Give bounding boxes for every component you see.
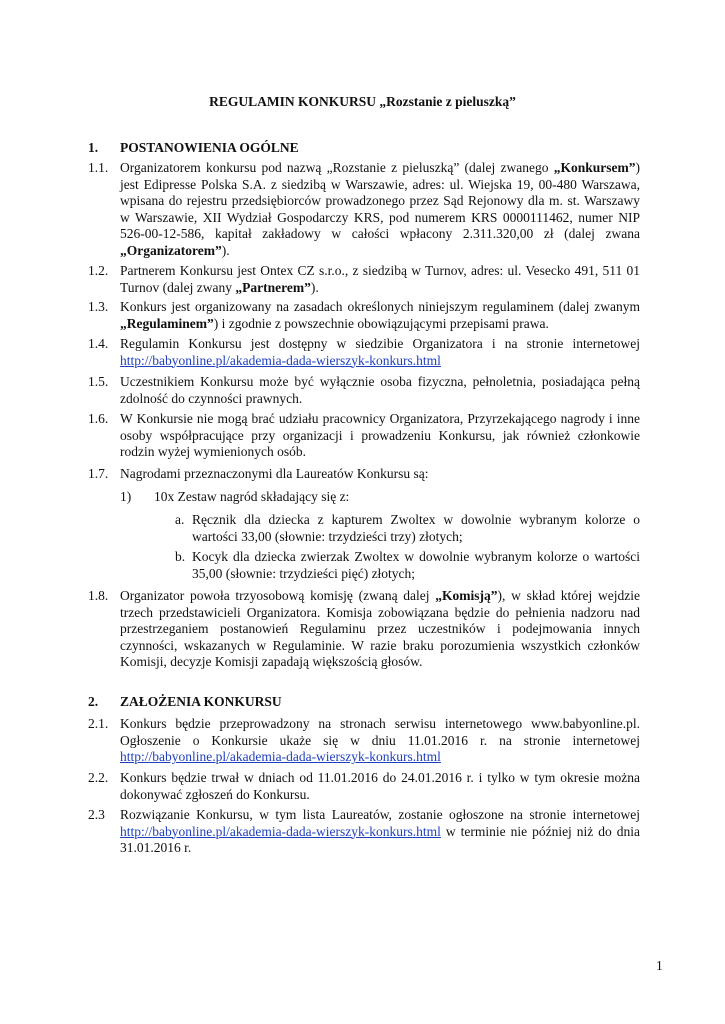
text: w terminie nie później niż do dnia 31.01.2016 r. — [120, 823, 640, 856]
text: Organizator powoła trzyosobową komisję (zwaną dalej — [120, 588, 436, 603]
text: Partnerem Konkursu jest Ontex CZ s.r.o., z siedzibą w Turnov, adres: ul. Vesecko 491, 511 01 Turnov (dalej zwany — [120, 263, 640, 295]
contest-link[interactable]: http://babyonline.pl/akademia-dada-wierszyk-konkurs.html — [120, 749, 441, 765]
paragraph-number: 1.3. — [88, 299, 109, 314]
text: Konkurs będzie przeprowadzony na stronach serwisu internetowego www.babyonline.pl. Ogłoszenie o Konkursie ukaże się w dniu 11.01.2016 r. na stronie internetowej — [120, 716, 640, 748]
paragraph-1-7 — [88, 466, 640, 483]
list-letter: b. — [175, 549, 186, 564]
paragraph-number: 1.5. — [88, 374, 109, 389]
document-title: REGULAMIN KONKURSU „Rozstanie z pieluszką” — [209, 94, 516, 109]
text: Ręcznik dla dziecka z kapturem Zwoltex w dowolnie wybranym kolorze o wartości 33,00 (słownie: trzydzieści trzy) złotych; — [192, 512, 640, 544]
text: Nagrodami przeznaczonymi dla Laureatów Konkursu są: — [120, 466, 429, 481]
text: Organizatorem konkursu pod nazwą „Rozstanie z pieluszką” (dalej zwanego — [120, 160, 554, 175]
paragraph-number: 1.6. — [88, 411, 109, 426]
paragraph-1-3 — [88, 299, 640, 332]
defined-term: „Organizatorem” — [120, 242, 222, 258]
defined-term: „Komisją” — [435, 588, 498, 603]
section-number: 1. — [88, 140, 99, 155]
results-link[interactable]: http://babyonline.pl/akademia-dada-wierszyk-konkurs.html — [120, 823, 441, 839]
prize-set-item — [120, 489, 349, 506]
list-number: 1) — [120, 489, 132, 504]
paragraph-1-5 — [88, 374, 640, 407]
text: Rozwiązanie Konkursu, w tym lista Laureatów, zostanie ogłoszone na stronie internetowej — [120, 807, 640, 822]
text: Konkurs będzie trwał w dniach od 11.01.2016 do 24.01.2016 r. i tylko w tym okresie można dokonywać zgłoszeń do Konkursu. — [120, 770, 640, 802]
paragraph-1-8 — [88, 588, 640, 671]
paragraph-number: 1.2. — [88, 263, 109, 278]
regulamin-link[interactable]: http://babyonline.pl/akademia-dada-wierszyk-konkurs.html — [120, 352, 441, 368]
defined-term: „Konkursem” — [553, 160, 636, 175]
paragraph-number: 2.2. — [88, 770, 109, 785]
paragraph-number: 1.1. — [88, 160, 109, 175]
defined-term: „Regulaminem” — [120, 315, 214, 331]
paragraph-number: 1.7. — [88, 466, 109, 481]
section-number: 2. — [88, 694, 99, 709]
text: Kocyk dla dziecka zwierzak Zwoltex w dowolnie wybranym kolorze o wartości 35,00 (słownie: trzydzieści pięć) złotych; — [192, 549, 640, 581]
prize-item-a — [175, 512, 640, 545]
paragraph-number: 1.8. — [88, 588, 109, 603]
section-title: ZAŁOŻENIA KONKURSU — [120, 694, 282, 709]
paragraph-number: 2.3 — [88, 807, 105, 822]
text: Uczestnikiem Konkursu może być wyłącznie osoba fizyczna, pełnoletnia, posiadająca pełną zdolność do czynności prawnych. — [120, 374, 640, 406]
text: ) i zgodnie z powszechnie obowiązującymi przepisami prawa. — [213, 315, 549, 331]
paragraph-1-6 — [88, 411, 640, 461]
section-title: POSTANOWIENIA OGÓLNE — [120, 140, 299, 155]
text: ) jest Edipresse Polska S.A. z siedzibą w Warszawie, adres: ul. Wiejska 19, 00-480 Warszawa, wpisana do rejestru przedsiębiorców prowadzonego przez Sąd Rejonowy dla m. st. Warszawy w Warszawie, XII Wydział Gospodarczy KRS, pod numerem KRS 0000111462, numer NIP 526-00-12-586, kapitał zakładowy w całości wpłacony 2.311.320,00 zł (dalej zwana — [120, 160, 640, 242]
paragraph-number: 1.4. — [88, 336, 109, 351]
text: ). — [310, 279, 319, 295]
paragraph-1-4 — [88, 336, 640, 369]
text: ), w skład której wejdzie trzech przedstawicieli Organizatora. Komisja zobowiązana będzie do pełnienia nadzoru nad przestrzeganiem postanowień Regulaminu przez uczestników i podejmowania innych czynności, wskazanych w Regulaminie. W razie braku porozumienia wszystkich członków Komisji, decyzje Komisji zapadają większością głosów. — [120, 588, 640, 670]
defined-term: „Partnerem” — [235, 279, 311, 295]
section-heading-1 — [88, 140, 299, 156]
prize-item-b — [175, 549, 640, 582]
paragraph-2-2 — [88, 770, 640, 803]
paragraph-number: 2.1. — [88, 716, 109, 731]
text: 10x Zestaw nagród składający się z: — [154, 489, 350, 504]
list-letter: a. — [175, 512, 185, 527]
paragraph-1-2 — [88, 263, 640, 296]
paragraph-2-3 — [88, 807, 640, 857]
section-heading-2 — [88, 694, 282, 710]
text: Konkurs jest organizowany na zasadach określonych niniejszym regulaminem (dalej zwanym — [120, 299, 640, 314]
page-number: 1 — [656, 958, 663, 973]
paragraph-1-1 — [88, 160, 640, 260]
text: Regulamin Konkursu jest dostępny w siedzibie Organizatora i na stronie internetowej — [120, 336, 640, 351]
text: W Konkursie nie mogą brać udziału pracownicy Organizatora, Przyrzekającego nagrody i inne osoby współpracujące przy organizacji i prowadzeniu Konkursu, jak również członkowie rodzin wyżej wymienionych osób. — [120, 411, 640, 460]
paragraph-2-1 — [88, 716, 640, 766]
text: ). — [221, 242, 230, 258]
